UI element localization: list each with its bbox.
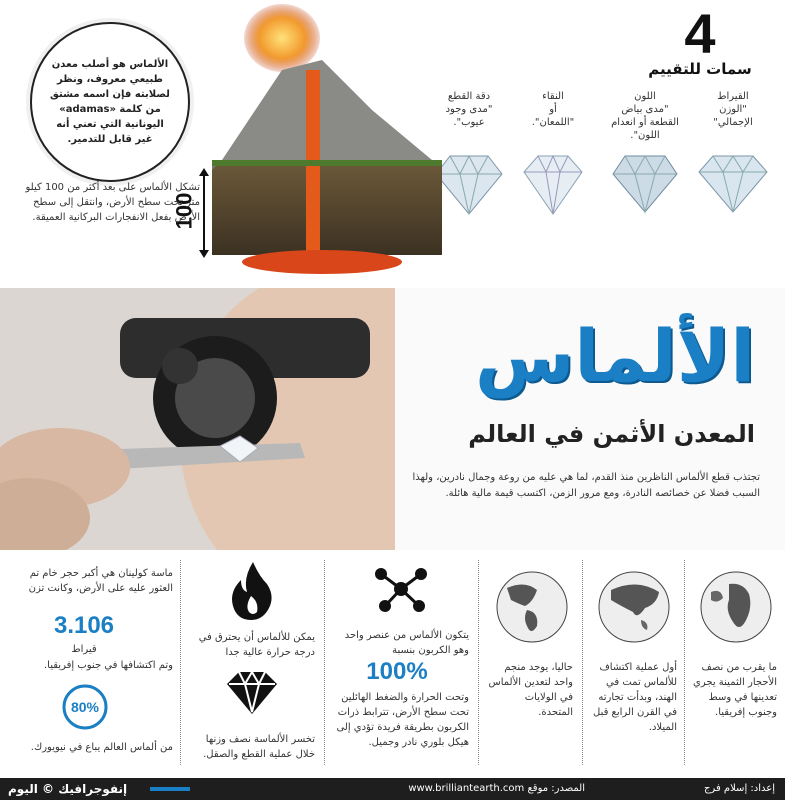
fact-india-text: أول عملية اكتشاف للألماس تمت في الهند، وبدأت تجارته في القرن الرابع قبل الميلاد. — [593, 662, 677, 733]
diamond-icon — [432, 150, 506, 220]
traits-number: 4 — [684, 2, 716, 65]
fact-usa-text: حاليا، يوجد منجم واحد لتعدين الألماس في الولايات المتحدة. — [488, 662, 573, 718]
fact-fire-cut — [183, 550, 323, 778]
hardness-bubble — [30, 22, 190, 182]
cullinan-text: ماسة كولينان هي أكبر حجر خام تم العثور عليه على الأرض، وكانت تزن — [28, 568, 173, 594]
cullinan-found: وتم اكتشافها في جنوب إفريقيا. — [44, 660, 173, 671]
footer-accent-bar — [150, 787, 190, 791]
trait-carat — [691, 90, 775, 216]
carbon-percent: 100% — [366, 658, 428, 685]
depth-number: 100 — [171, 192, 197, 230]
facts-section — [0, 550, 785, 778]
fact-fire-text: يمكن للألماس أن يحترق في درجة حرارة عالية جدا — [198, 632, 315, 658]
diamond-outline-icon — [223, 668, 281, 718]
globe-icon — [495, 570, 569, 644]
top-section — [0, 0, 785, 288]
traits-row — [425, 90, 775, 240]
trait-color-label: اللون "مدى بياض القطعة أو انعدام اللون". — [611, 91, 679, 141]
prepared-by: إعداد: إسلام فرج — [703, 783, 775, 794]
fact-africa-text: ما يقرب من نصف الأحجار الثمينة يجري تعدينها في وسط وجنوب إفريقيا. — [693, 662, 777, 718]
traits-title — [645, 2, 755, 78]
brand-logo: إنفوجرافيك © اليوم — [8, 782, 128, 796]
page-subtitle: المعدن الأثمن في العالم — [468, 420, 755, 448]
fact-carbon-bottom: وتحت الحرارة والضغط الهائلين تحت سطح الأرض، تترابط ذرات الكربون بطريقة فريدة تؤدي إلى هيكل بلوري نادر وجميل. — [336, 692, 469, 748]
cullinan-unit: قيراط — [71, 644, 97, 655]
source: المصدر: موقع www.brilliantearth.com — [408, 783, 585, 794]
hero-description: تجتذب قطع الألماس الناظرين منذ القدم، لما هي عليه من روعة وجمال نادرين، ولهذا السبب فضلا عن خصائصه النادرة، ومع مرور الزمن، اكتسب قيمة مالية هائلة. — [412, 472, 760, 499]
ny-text: من ألماس العالم يباع في نيويورك. — [30, 742, 173, 753]
trait-carat-label: القيراط "الوزن الإجمالي" — [713, 91, 753, 128]
trait-cut-label: دقة القطع "مدى وجود عيوب". — [445, 91, 493, 128]
hero-section — [0, 288, 785, 550]
column-divider — [684, 560, 685, 765]
molecule-icon — [371, 564, 431, 614]
column-divider — [324, 560, 325, 765]
jeweler-loupe-photo — [0, 288, 420, 550]
column-divider — [478, 560, 479, 765]
volcano-illustration — [212, 0, 442, 275]
trait-clarity-label: النقاء أو "اللمعان". — [531, 91, 575, 128]
trait-clarity — [511, 90, 595, 220]
fact-india — [583, 550, 683, 778]
fact-carbon — [327, 550, 477, 778]
fact-cullinan — [0, 550, 179, 778]
diamond-icon — [518, 150, 588, 220]
fact-carbon-top: يتكون الألماس من عنصر واحد وهو الكربون بنسبة — [344, 630, 469, 656]
diamond-icon — [609, 150, 681, 216]
flame-icon — [229, 560, 275, 622]
diamond-icon — [695, 150, 771, 216]
fact-usa — [481, 550, 581, 778]
column-divider — [180, 560, 181, 765]
trait-color — [603, 90, 687, 216]
page-title: الألماس — [475, 314, 755, 398]
globe-icon — [597, 570, 671, 644]
ny-percent: 80% — [70, 699, 100, 715]
globe-icon — [699, 570, 773, 644]
traits-label: سمات للتقييم — [648, 60, 752, 78]
fact-cut-text: تخسر الألماسة نصف وزنها خلال عملية القطع والصقل. — [203, 734, 315, 760]
column-divider — [582, 560, 583, 765]
hardness-text: الألماس هو أصلب معدن طبيعي معروف، ونظر لصلابته فإن اسمه مشتق من كلمة «adamas» اليونانية التي تعني أنه غير قابل للتدمير. — [50, 59, 170, 145]
fact-africa — [685, 550, 785, 778]
footer — [0, 778, 785, 800]
cullinan-weight: 3.106 — [53, 612, 115, 639]
depth-text: تشكل الألماس على بعد أكثر من 100 كيلو متر تحت سطح الأرض، وانتقل إلى سطح الأرض بفعل الانفجارات البركانية العميقة. — [25, 182, 200, 223]
